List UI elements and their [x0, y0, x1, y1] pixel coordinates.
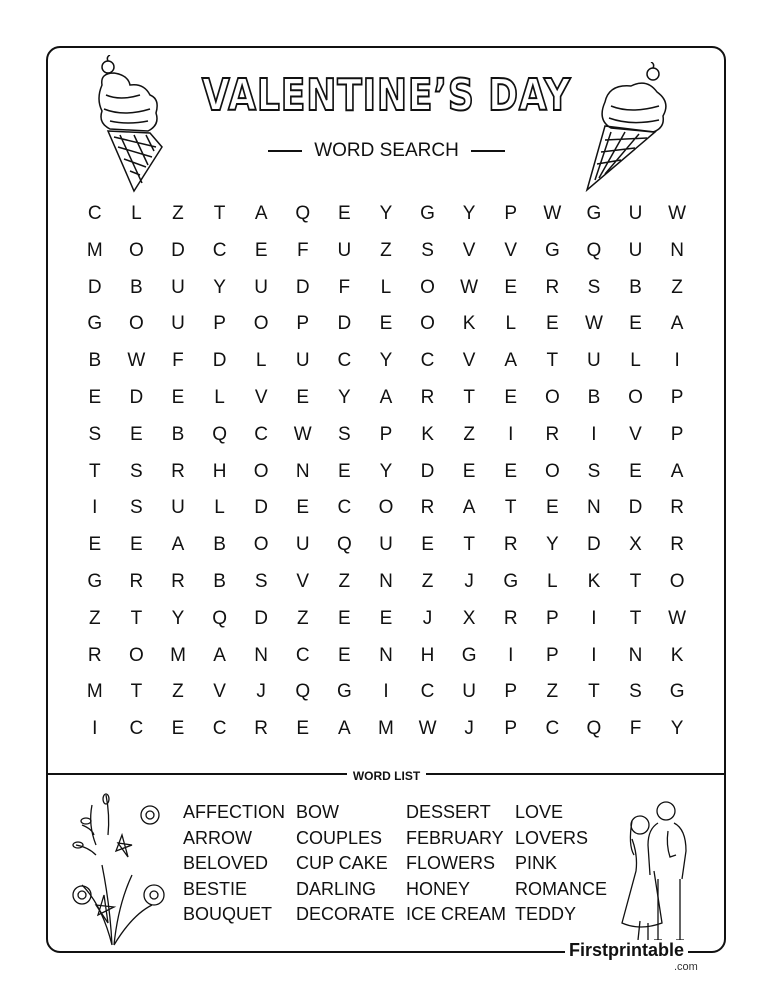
- grid-letter: D: [254, 497, 269, 519]
- word-list-item: ROMANCE: [515, 878, 608, 899]
- grid-letter: C: [129, 718, 144, 740]
- grid-letter: S: [254, 570, 268, 592]
- grid-letter: U: [254, 276, 269, 298]
- grid-letter: S: [338, 423, 351, 445]
- grid-letter: E: [545, 313, 559, 335]
- page-title: VALENTINE’S DAY: [201, 70, 572, 121]
- grid-letter: Y: [379, 203, 393, 224]
- grid-letter: Q: [295, 681, 311, 703]
- grid-letter: K: [421, 423, 434, 445]
- grid-letter: T: [504, 497, 517, 519]
- grid-letter: A: [379, 386, 393, 408]
- word-list-item: COUPLES: [296, 827, 383, 848]
- grid-letter: D: [171, 239, 185, 261]
- grid-letter: U: [628, 239, 643, 261]
- grid-letter: I: [383, 681, 389, 703]
- grid-letter: D: [420, 460, 435, 482]
- grid-letter: E: [421, 534, 434, 556]
- grid-letter: B: [213, 570, 226, 592]
- grid-letter: U: [337, 239, 352, 261]
- grid-letter: O: [544, 460, 560, 482]
- grid-letter: W: [584, 313, 603, 335]
- grid-letter: C: [545, 718, 560, 740]
- grid-letter: C: [295, 644, 310, 666]
- grid-letter: G: [336, 681, 352, 703]
- grid-letter: Y: [213, 276, 226, 298]
- grid-letter: D: [87, 276, 102, 298]
- grid-letter: O: [129, 313, 144, 335]
- grid-letter: Q: [212, 423, 227, 445]
- grid-letter: T: [588, 681, 600, 703]
- grid-letter: O: [420, 276, 435, 298]
- grid-letter: Q: [295, 203, 311, 224]
- grid-letter: I: [508, 644, 514, 666]
- grid-letter: D: [628, 497, 643, 519]
- word-list-item: ICE CREAM: [406, 904, 507, 924]
- grid-letter: I: [92, 497, 98, 519]
- grid-letter: P: [545, 607, 559, 629]
- grid-letter: U: [379, 534, 393, 556]
- grid-letter: P: [670, 423, 684, 445]
- grid-letter: I: [508, 423, 514, 445]
- grid-letter: E: [462, 460, 476, 482]
- grid-letter: O: [129, 239, 144, 261]
- grid-letter: O: [253, 534, 269, 556]
- grid-letter: M: [86, 239, 103, 261]
- grid-letter: R: [545, 276, 560, 298]
- grid-letter: U: [628, 203, 643, 224]
- grid-letter: E: [338, 607, 351, 629]
- grid-letter: C: [337, 350, 352, 372]
- grid-letter: O: [129, 644, 144, 666]
- grid-letter: G: [87, 313, 103, 335]
- grid-letter: V: [629, 423, 642, 445]
- grid-letter: J: [464, 718, 474, 740]
- word-list-item: BELOVED: [183, 853, 269, 873]
- grid-letter: P: [379, 423, 393, 445]
- grid-letter: C: [87, 203, 102, 224]
- grid-letter: D: [212, 350, 227, 372]
- brand-logo-suffix: .com: [674, 961, 698, 973]
- grid-letter: S: [130, 497, 143, 519]
- grid-letter: R: [171, 570, 185, 592]
- grid-letter: N: [295, 460, 310, 482]
- grid-letter: P: [670, 386, 684, 408]
- word-list-item: FEBRUARY: [406, 827, 504, 848]
- grid-letter: Y: [171, 607, 185, 629]
- grid-letter: N: [670, 239, 684, 261]
- grid-letter: E: [338, 460, 351, 482]
- grid-letter: B: [88, 350, 102, 372]
- grid-letter: V: [296, 570, 310, 592]
- word-list-heading-text: WORD LIST: [347, 769, 426, 783]
- grid-letter: R: [503, 534, 518, 556]
- grid-letter: Z: [88, 607, 101, 629]
- word-list-column-4: [515, 800, 607, 928]
- word-list-item: DECORATE: [296, 904, 395, 924]
- grid-letter: M: [170, 644, 186, 666]
- grid-letter: G: [544, 239, 560, 261]
- word-list-item: AFFECTION: [183, 802, 285, 822]
- grid-letter: F: [172, 350, 184, 372]
- grid-letter: E: [379, 607, 393, 629]
- grid-letter: K: [587, 570, 601, 592]
- grid-letter: U: [587, 350, 601, 372]
- word-list-column-3: [406, 800, 506, 928]
- couple-illustration: [618, 795, 708, 945]
- grid-letter: R: [545, 423, 560, 445]
- grid-letter: U: [295, 350, 310, 372]
- grid-letter: P: [504, 203, 518, 224]
- grid-letter: W: [460, 276, 479, 298]
- page-subtitle: [0, 140, 773, 162]
- grid-letter: H: [420, 644, 435, 666]
- grid-letter: K: [670, 644, 684, 666]
- grid-letter: G: [420, 203, 435, 224]
- grid-letter: T: [629, 570, 642, 592]
- grid-letter: Z: [421, 570, 434, 592]
- grid-letter: C: [420, 681, 435, 703]
- grid-letter: N: [587, 497, 601, 519]
- grid-letter: L: [214, 497, 225, 519]
- word-list-item: HONEY: [406, 878, 471, 899]
- grid-letter: B: [171, 423, 185, 445]
- grid-letter: B: [130, 276, 143, 298]
- grid-letter: P: [296, 313, 310, 335]
- word-list-item: DESSERT: [406, 802, 491, 822]
- grid-letter: D: [129, 386, 144, 408]
- word-list-item: LOVE: [515, 802, 564, 822]
- grid-letter: E: [130, 423, 143, 445]
- grid-letter: W: [293, 423, 312, 445]
- grid-letter: A: [338, 718, 351, 740]
- grid-letter: Y: [462, 203, 476, 224]
- grid-letter: I: [92, 718, 98, 740]
- grid-letter: G: [669, 681, 685, 703]
- grid-letter: N: [379, 570, 393, 592]
- flower-bouquet-illustration: [62, 785, 172, 950]
- grid-letter: Q: [586, 718, 602, 740]
- grid-letter: E: [171, 386, 185, 408]
- grid-letter: O: [544, 386, 560, 408]
- grid-letter: E: [88, 386, 102, 408]
- grid-letter: E: [629, 460, 642, 482]
- grid-letter: P: [213, 313, 226, 335]
- grid-letter: U: [462, 681, 476, 703]
- grid-letter: S: [629, 681, 642, 703]
- grid-letter: R: [670, 497, 684, 519]
- grid-letter: A: [462, 497, 476, 519]
- grid-letter: A: [504, 350, 518, 372]
- grid-letter: D: [337, 313, 352, 335]
- grid-letter: V: [462, 239, 476, 261]
- grid-letter: D: [254, 607, 269, 629]
- grid-letter: Z: [546, 681, 559, 703]
- word-list-item: TEDDY: [515, 904, 577, 924]
- grid-letter: L: [505, 313, 517, 335]
- grid-letter: E: [545, 497, 559, 519]
- grid-letter: D: [587, 534, 601, 556]
- grid-letter: R: [129, 570, 144, 592]
- grid-letter: T: [213, 203, 226, 224]
- grid-letter: U: [171, 313, 185, 335]
- grid-letter: T: [463, 386, 475, 408]
- grid-letter: L: [547, 570, 558, 592]
- grid-letter: O: [420, 313, 435, 335]
- grid-letter: C: [212, 239, 227, 261]
- grid-letter: S: [587, 276, 601, 298]
- grid-letter: Z: [296, 607, 309, 629]
- grid-letter: Y: [670, 718, 684, 740]
- grid-letter: G: [586, 203, 602, 224]
- grid-letter: J: [422, 607, 433, 629]
- grid-letter: C: [212, 718, 227, 740]
- grid-letter: N: [379, 644, 393, 666]
- grid-letter: T: [130, 607, 143, 629]
- grid-letter: V: [254, 386, 268, 408]
- word-list-column-2: [296, 800, 395, 928]
- grid-letter: W: [418, 718, 437, 740]
- grid-letter: F: [629, 718, 642, 740]
- grid-letter: L: [380, 276, 392, 298]
- grid-letter: R: [171, 460, 185, 482]
- grid-letter: C: [337, 497, 352, 519]
- grid-letter: E: [296, 386, 310, 408]
- grid-letter: O: [253, 313, 269, 335]
- grid-letter: O: [669, 570, 685, 592]
- grid-letter: P: [504, 681, 518, 703]
- grid-letter: B: [587, 386, 601, 408]
- word-list-column-1: [183, 800, 285, 928]
- grid-letter: I: [591, 607, 597, 629]
- subtitle-text: WORD SEARCH: [314, 140, 459, 161]
- grid-letter: L: [255, 350, 267, 372]
- grid-letter: L: [214, 386, 225, 408]
- grid-letter: E: [504, 276, 518, 298]
- grid-letter: R: [420, 497, 435, 519]
- grid-letter: E: [296, 497, 310, 519]
- grid-letter: A: [213, 644, 226, 666]
- word-list-item: BOW: [296, 802, 339, 822]
- grid-letter: U: [295, 534, 310, 556]
- word-list-item: BESTIE: [183, 878, 248, 899]
- grid-letter: Y: [379, 460, 393, 482]
- grid-letter: W: [127, 350, 146, 372]
- grid-letter: Y: [545, 534, 559, 556]
- grid-letter: X: [629, 534, 642, 556]
- grid-letter: E: [504, 460, 518, 482]
- grid-letter: M: [378, 718, 394, 740]
- grid-letter: E: [338, 644, 351, 666]
- grid-letter: G: [503, 570, 519, 592]
- grid-letter: W: [543, 203, 562, 224]
- subtitle-rule-right: [471, 150, 505, 152]
- grid-letter: J: [464, 570, 474, 592]
- grid-letter: L: [630, 350, 641, 372]
- grid-letter: E: [379, 313, 393, 335]
- grid-letter: Q: [336, 534, 352, 556]
- grid-letter: A: [670, 313, 684, 335]
- grid-letter: R: [254, 718, 269, 740]
- grid-letter: E: [254, 239, 268, 261]
- word-list-item: ARROW: [183, 827, 252, 848]
- grid-letter: T: [463, 534, 475, 556]
- grid-letter: U: [171, 276, 185, 298]
- grid-letter: A: [171, 534, 185, 556]
- grid-letter: S: [587, 460, 601, 482]
- grid-letter: E: [130, 534, 143, 556]
- grid-letter: A: [670, 460, 684, 482]
- grid-letter: Z: [338, 570, 351, 592]
- grid-letter: E: [504, 386, 518, 408]
- word-list-item: FLOWERS: [406, 853, 496, 873]
- grid-letter: J: [256, 681, 266, 703]
- grid-letter: V: [504, 239, 518, 261]
- grid-letter: Q: [586, 239, 602, 261]
- grid-letter: R: [420, 386, 435, 408]
- grid-letter: I: [591, 644, 597, 666]
- grid-letter: Y: [379, 350, 393, 372]
- grid-letter: B: [213, 534, 226, 556]
- grid-letter: O: [628, 386, 643, 408]
- grid-letter: Z: [671, 276, 683, 298]
- grid-letter: E: [171, 718, 185, 740]
- grid-letter: R: [503, 607, 518, 629]
- grid-letter: N: [254, 644, 269, 666]
- grid-letter: T: [629, 607, 642, 629]
- grid-letter: F: [296, 239, 309, 261]
- grid-letter: R: [87, 644, 102, 666]
- subtitle-rule-left: [268, 150, 302, 152]
- grid-letter: P: [504, 718, 518, 740]
- grid-letter: Y: [338, 386, 351, 408]
- grid-letter: N: [628, 644, 643, 666]
- grid-letter: S: [421, 239, 434, 261]
- grid-letter: F: [338, 276, 351, 298]
- grid-letter: G: [461, 644, 477, 666]
- grid-letter: G: [87, 570, 103, 592]
- grid-letter: C: [420, 350, 435, 372]
- grid-letter: O: [378, 497, 394, 519]
- grid-letter: V: [213, 681, 226, 703]
- grid-letter: I: [674, 350, 680, 372]
- grid-letter: E: [338, 203, 351, 224]
- grid-letter: O: [253, 460, 269, 482]
- grid-letter: X: [462, 607, 476, 629]
- grid-letter: A: [254, 203, 268, 224]
- grid-letter: S: [130, 460, 143, 482]
- grid-letter: Z: [172, 681, 184, 703]
- grid-letter: W: [668, 607, 687, 629]
- word-list-item: DARLING: [296, 878, 377, 899]
- grid-letter: P: [545, 644, 559, 666]
- word-list-heading: [0, 765, 773, 784]
- grid-letter: T: [88, 460, 101, 482]
- grid-letter: T: [130, 681, 143, 703]
- word-list-item: BOUQUET: [183, 904, 273, 924]
- grid-letter: W: [668, 203, 687, 224]
- grid-letter: B: [629, 276, 642, 298]
- grid-letter: I: [591, 423, 597, 445]
- letter-grid: [74, 200, 698, 752]
- grid-letter: V: [462, 350, 476, 372]
- grid-letter: R: [670, 534, 684, 556]
- word-list-item: PINK: [515, 853, 558, 873]
- grid-letter: D: [295, 276, 310, 298]
- grid-letter: K: [462, 313, 476, 335]
- grid-letter: Q: [212, 607, 227, 629]
- grid-letter: C: [254, 423, 269, 445]
- grid-letter: Z: [172, 203, 184, 224]
- word-list-item: LOVERS: [515, 827, 589, 848]
- brand-logo: Firstprintable: [565, 940, 688, 961]
- word-list-item: CUP CAKE: [296, 853, 388, 873]
- grid-letter: Z: [463, 423, 475, 445]
- grid-letter: E: [296, 718, 310, 740]
- grid-letter: L: [131, 203, 142, 224]
- grid-letter: H: [212, 460, 227, 482]
- grid-letter: S: [88, 423, 102, 445]
- grid-letter: E: [629, 313, 642, 335]
- grid-letter: T: [546, 350, 559, 372]
- grid-letter: E: [88, 534, 102, 556]
- grid-letter: U: [171, 497, 185, 519]
- grid-letter: Z: [380, 239, 392, 261]
- grid-letter: M: [86, 681, 103, 703]
